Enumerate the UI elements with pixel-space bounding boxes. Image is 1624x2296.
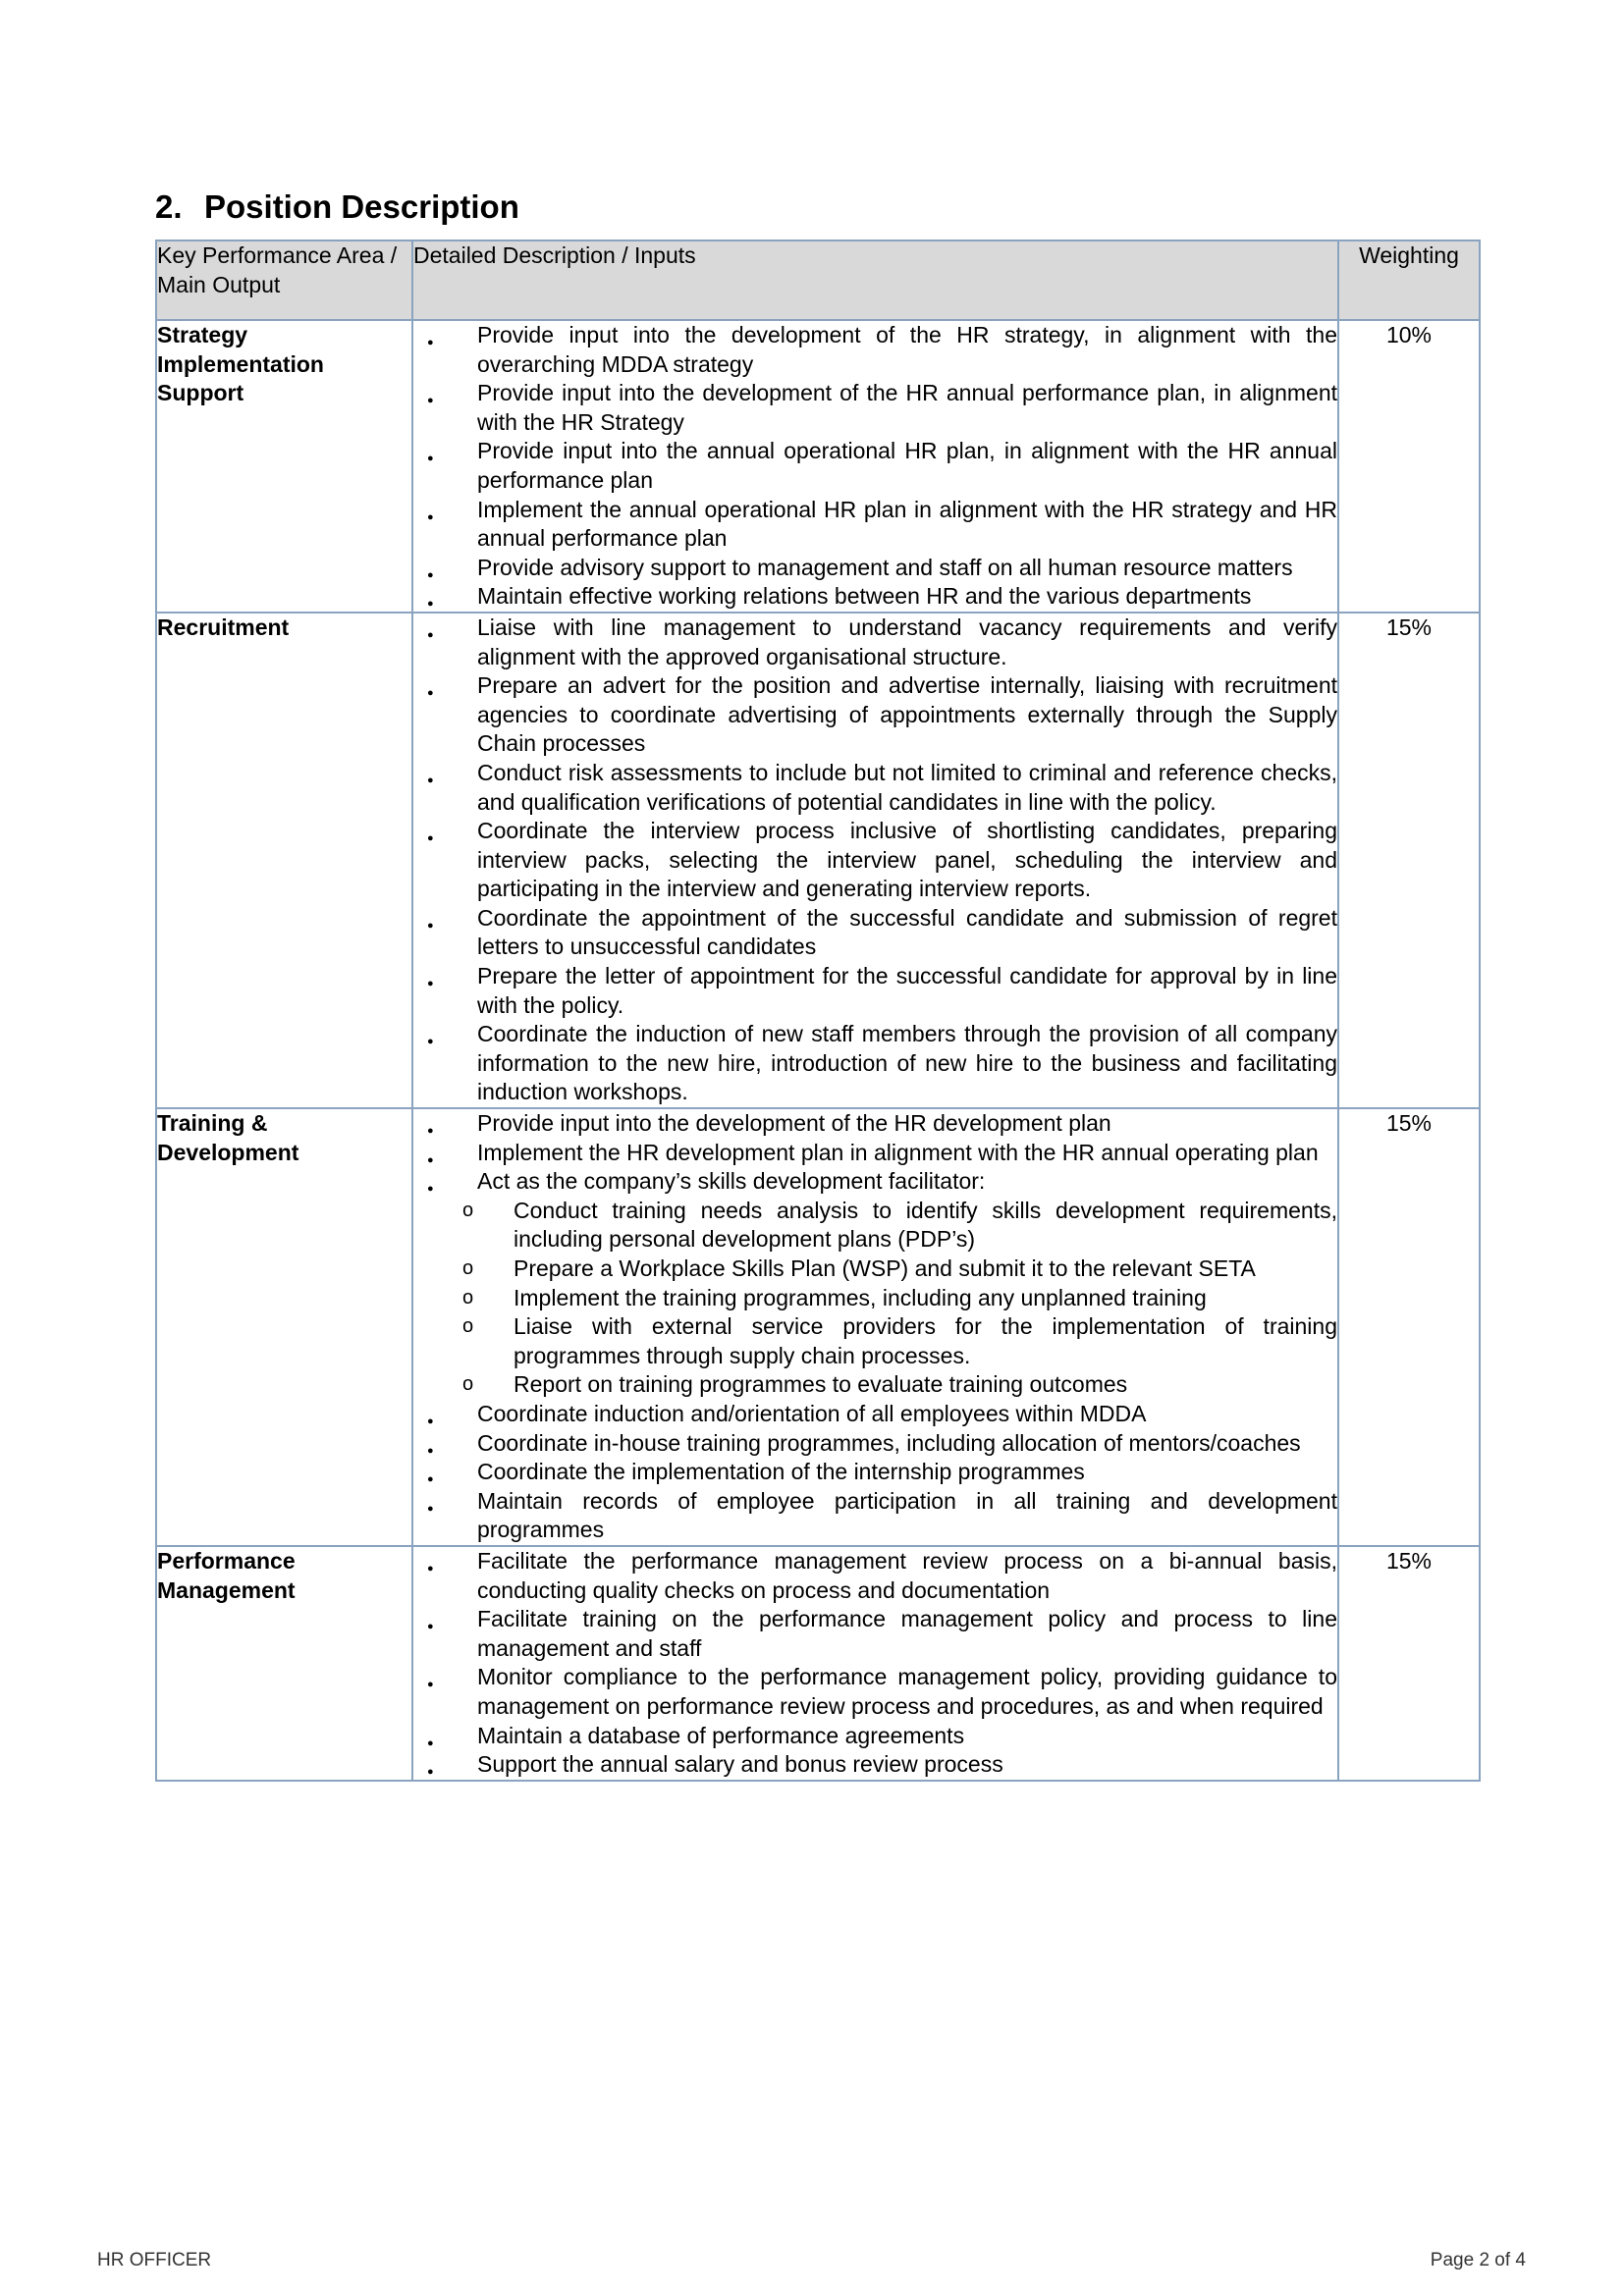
bullet-icon: ● [427,395,434,407]
table-row [156,613,1480,1108]
list-item-text: Coordinate the appointment of the successful candidate and submission of regret letters to unsuccessful candidates [477,904,1337,960]
description-cell [412,320,1338,613]
list-item-text: Provide input into the annual operational HR plan, in alignment with the HR annual performance plan [477,438,1337,493]
bullet-icon: ● [427,1679,434,1691]
bullet-icon: ● [427,832,434,845]
list-item [413,321,1337,379]
sub-list-item [413,1255,1337,1284]
list-item-text: Provide advisory support to management and staff on all human resource matters [477,554,1293,580]
description-cell [412,613,1338,1108]
list-item [413,904,1337,962]
sub-list-item [413,1370,1337,1400]
bullet-icon: ● [427,1473,434,1486]
list-item [413,759,1337,817]
circle-bullet-icon: o [462,1199,474,1221]
list-item [413,1547,1337,1605]
bullet-icon: ● [427,1444,434,1457]
circle-bullet-icon: o [462,1373,474,1396]
bullet-icon: ● [427,1153,434,1166]
description-cell [412,1546,1338,1781]
list-item [413,1487,1337,1545]
bullet-icon: ● [427,337,434,348]
bullet-icon: ● [427,1621,434,1633]
list-item [413,582,1337,612]
sub-list [462,1197,1337,1400]
header-description: Detailed Description / Inputs [412,240,1338,320]
bullet-icon: ● [427,510,434,523]
list-item-text: Maintain a database of performance agreements [477,1722,965,1748]
list-item [413,1458,1337,1487]
list-item [413,817,1337,904]
section-heading [155,188,519,226]
table-row [156,1108,1480,1546]
bullet-list [413,1109,1337,1545]
list-item [413,1139,1337,1168]
bullet-icon: ● [427,1562,434,1575]
list-item [413,496,1337,554]
bullet-icon: ● [427,919,434,932]
bullet-icon: ● [427,598,434,611]
list-item-text: Prepare an advert for the position and advertise internally, liaising with recruitment agencies to coordinate advertising of appointments externally through the Supply Chain processes [477,672,1337,757]
footer-document-title: HR OFFICER [97,2250,212,2270]
list-item-text: Facilitate training on the performance management policy and process to line management and staff [477,1606,1337,1661]
list-item-text: Implement the annual operational HR plan in alignment with the HR strategy and HR annual performance plan [477,496,1337,552]
sub-list-item [413,1312,1337,1370]
position-description-table [155,240,1481,1782]
list-item [413,614,1337,671]
list-item-text: Implement the HR development plan in alignment with the HR annual operating plan [477,1139,1319,1165]
bullet-list [413,614,1337,1107]
list-item-text: Provide input into the development of the HR strategy, in alignment with the overarching MDDA strategy [477,322,1337,377]
list-item [413,1750,1337,1780]
list-item-text: Monitor compliance to the performance management policy, providing guidance to management on performance review process and procedures, as and when required [477,1664,1337,1719]
bullet-icon: ● [427,1502,434,1515]
bullet-icon: ● [427,687,434,700]
list-item [413,1167,1337,1400]
list-item-text: Act as the company’s skills development facilitator: [477,1168,986,1195]
list-item [413,1722,1337,1751]
bullet-icon: ● [427,774,434,786]
list-item [413,1109,1337,1139]
footer-page-number: Page 2 of 4 [1430,2250,1526,2270]
table-body [156,320,1480,1781]
bullet-icon: ● [427,628,434,641]
header-kpa: Key Performance Area / Main Output [156,240,412,320]
list-item [413,437,1337,495]
circle-bullet-icon: o [462,1286,474,1308]
list-item [413,962,1337,1020]
bullet-icon: ● [427,1736,434,1749]
table-row [156,1546,1480,1781]
sub-list-item-text: Conduct training needs analysis to identify skills development requirements, including personal development plans (PDP’s) [514,1197,1337,1253]
weighting-cell: 15% [1338,613,1480,1108]
list-item-text: Conduct risk assessments to include but not limited to criminal and reference checks, and qualification verifications of potential candidates in line with the policy. [477,759,1337,815]
list-item-text: Maintain effective working relations between HR and the various departments [477,583,1252,610]
list-item [413,1605,1337,1663]
sub-list-item-text: Prepare a Workplace Skills Plan (WSP) and submit it to the relevant SETA [514,1255,1256,1281]
sub-list-item [413,1197,1337,1255]
list-item-text: Provide input into the development of the HR annual performance plan, in alignment with the HR Strategy [477,380,1337,435]
list-item-text: Liaise with line management to understand vacancy requirements and verify alignment with the approved organisational structure. [477,614,1337,669]
list-item-text: Coordinate the implementation of the internship programmes [477,1459,1085,1485]
list-item [413,554,1337,583]
weighting-cell: 15% [1338,1108,1480,1546]
sub-list-item-text: Report on training programmes to evaluate training outcomes [514,1371,1128,1398]
kpa-cell: Training & Development [156,1108,412,1546]
bullet-icon: ● [427,1183,434,1196]
list-item-text: Facilitate the performance management review process on a bi-annual basis, conducting quality checks on process and documentation [477,1547,1337,1603]
list-item [413,1400,1337,1429]
list-item [413,379,1337,437]
section-number: 2. [155,188,183,225]
table-row [156,320,1480,613]
list-item [413,1663,1337,1721]
bullet-list [413,321,1337,612]
table-header-row [156,240,1480,320]
bullet-icon: ● [427,453,434,465]
bullet-list [413,1547,1337,1780]
kpa-cell: Strategy Implementation Support [156,320,412,613]
bullet-icon: ● [427,1125,434,1138]
kpa-cell: Performance Management [156,1546,412,1781]
weighting-cell: 10% [1338,320,1480,613]
bullet-icon: ● [427,1766,434,1779]
bullet-icon: ● [427,1415,434,1427]
bullet-icon: ● [427,1036,434,1048]
weighting-cell: 15% [1338,1546,1480,1781]
list-item-text: Provide input into the development of the HR development plan [477,1110,1111,1137]
section-title: Position Description [204,188,519,225]
sub-list-item [413,1284,1337,1313]
circle-bullet-icon: o [462,1315,474,1338]
bullet-icon: ● [427,568,434,581]
bullet-icon: ● [427,978,434,990]
description-cell [412,1108,1338,1546]
list-item [413,671,1337,759]
circle-bullet-icon: o [462,1257,474,1279]
list-item-text: Coordinate in-house training programmes, including allocation of mentors/coaches [477,1429,1301,1456]
list-item [413,1020,1337,1107]
list-item-text: Support the annual salary and bonus review process [477,1751,1003,1778]
list-item-text: Coordinate the interview process inclusive of shortlisting candidates, preparing interview packs, selecting the interview panel, scheduling the interview and participating in the interview and generating interview reports. [477,818,1337,902]
kpa-cell: Recruitment [156,613,412,1108]
list-item-text: Coordinate the induction of new staff members through the provision of all company information to the new hire, introduction of new hire to the business and facilitating induction workshops. [477,1021,1337,1105]
list-item [413,1429,1337,1459]
list-item-text: Prepare the letter of appointment for the successful candidate for approval by in line with the policy. [477,963,1337,1018]
list-item-text: Coordinate induction and/orientation of all employees within MDDA [477,1400,1147,1426]
sub-list-item-text: Liaise with external service providers for the implementation of training programmes through supply chain processes. [514,1313,1337,1368]
header-weighting: Weighting [1338,240,1480,320]
sub-list-item-text: Implement the training programmes, including any unplanned training [514,1284,1207,1310]
list-item-text: Maintain records of employee participation in all training and development programmes [477,1487,1337,1543]
